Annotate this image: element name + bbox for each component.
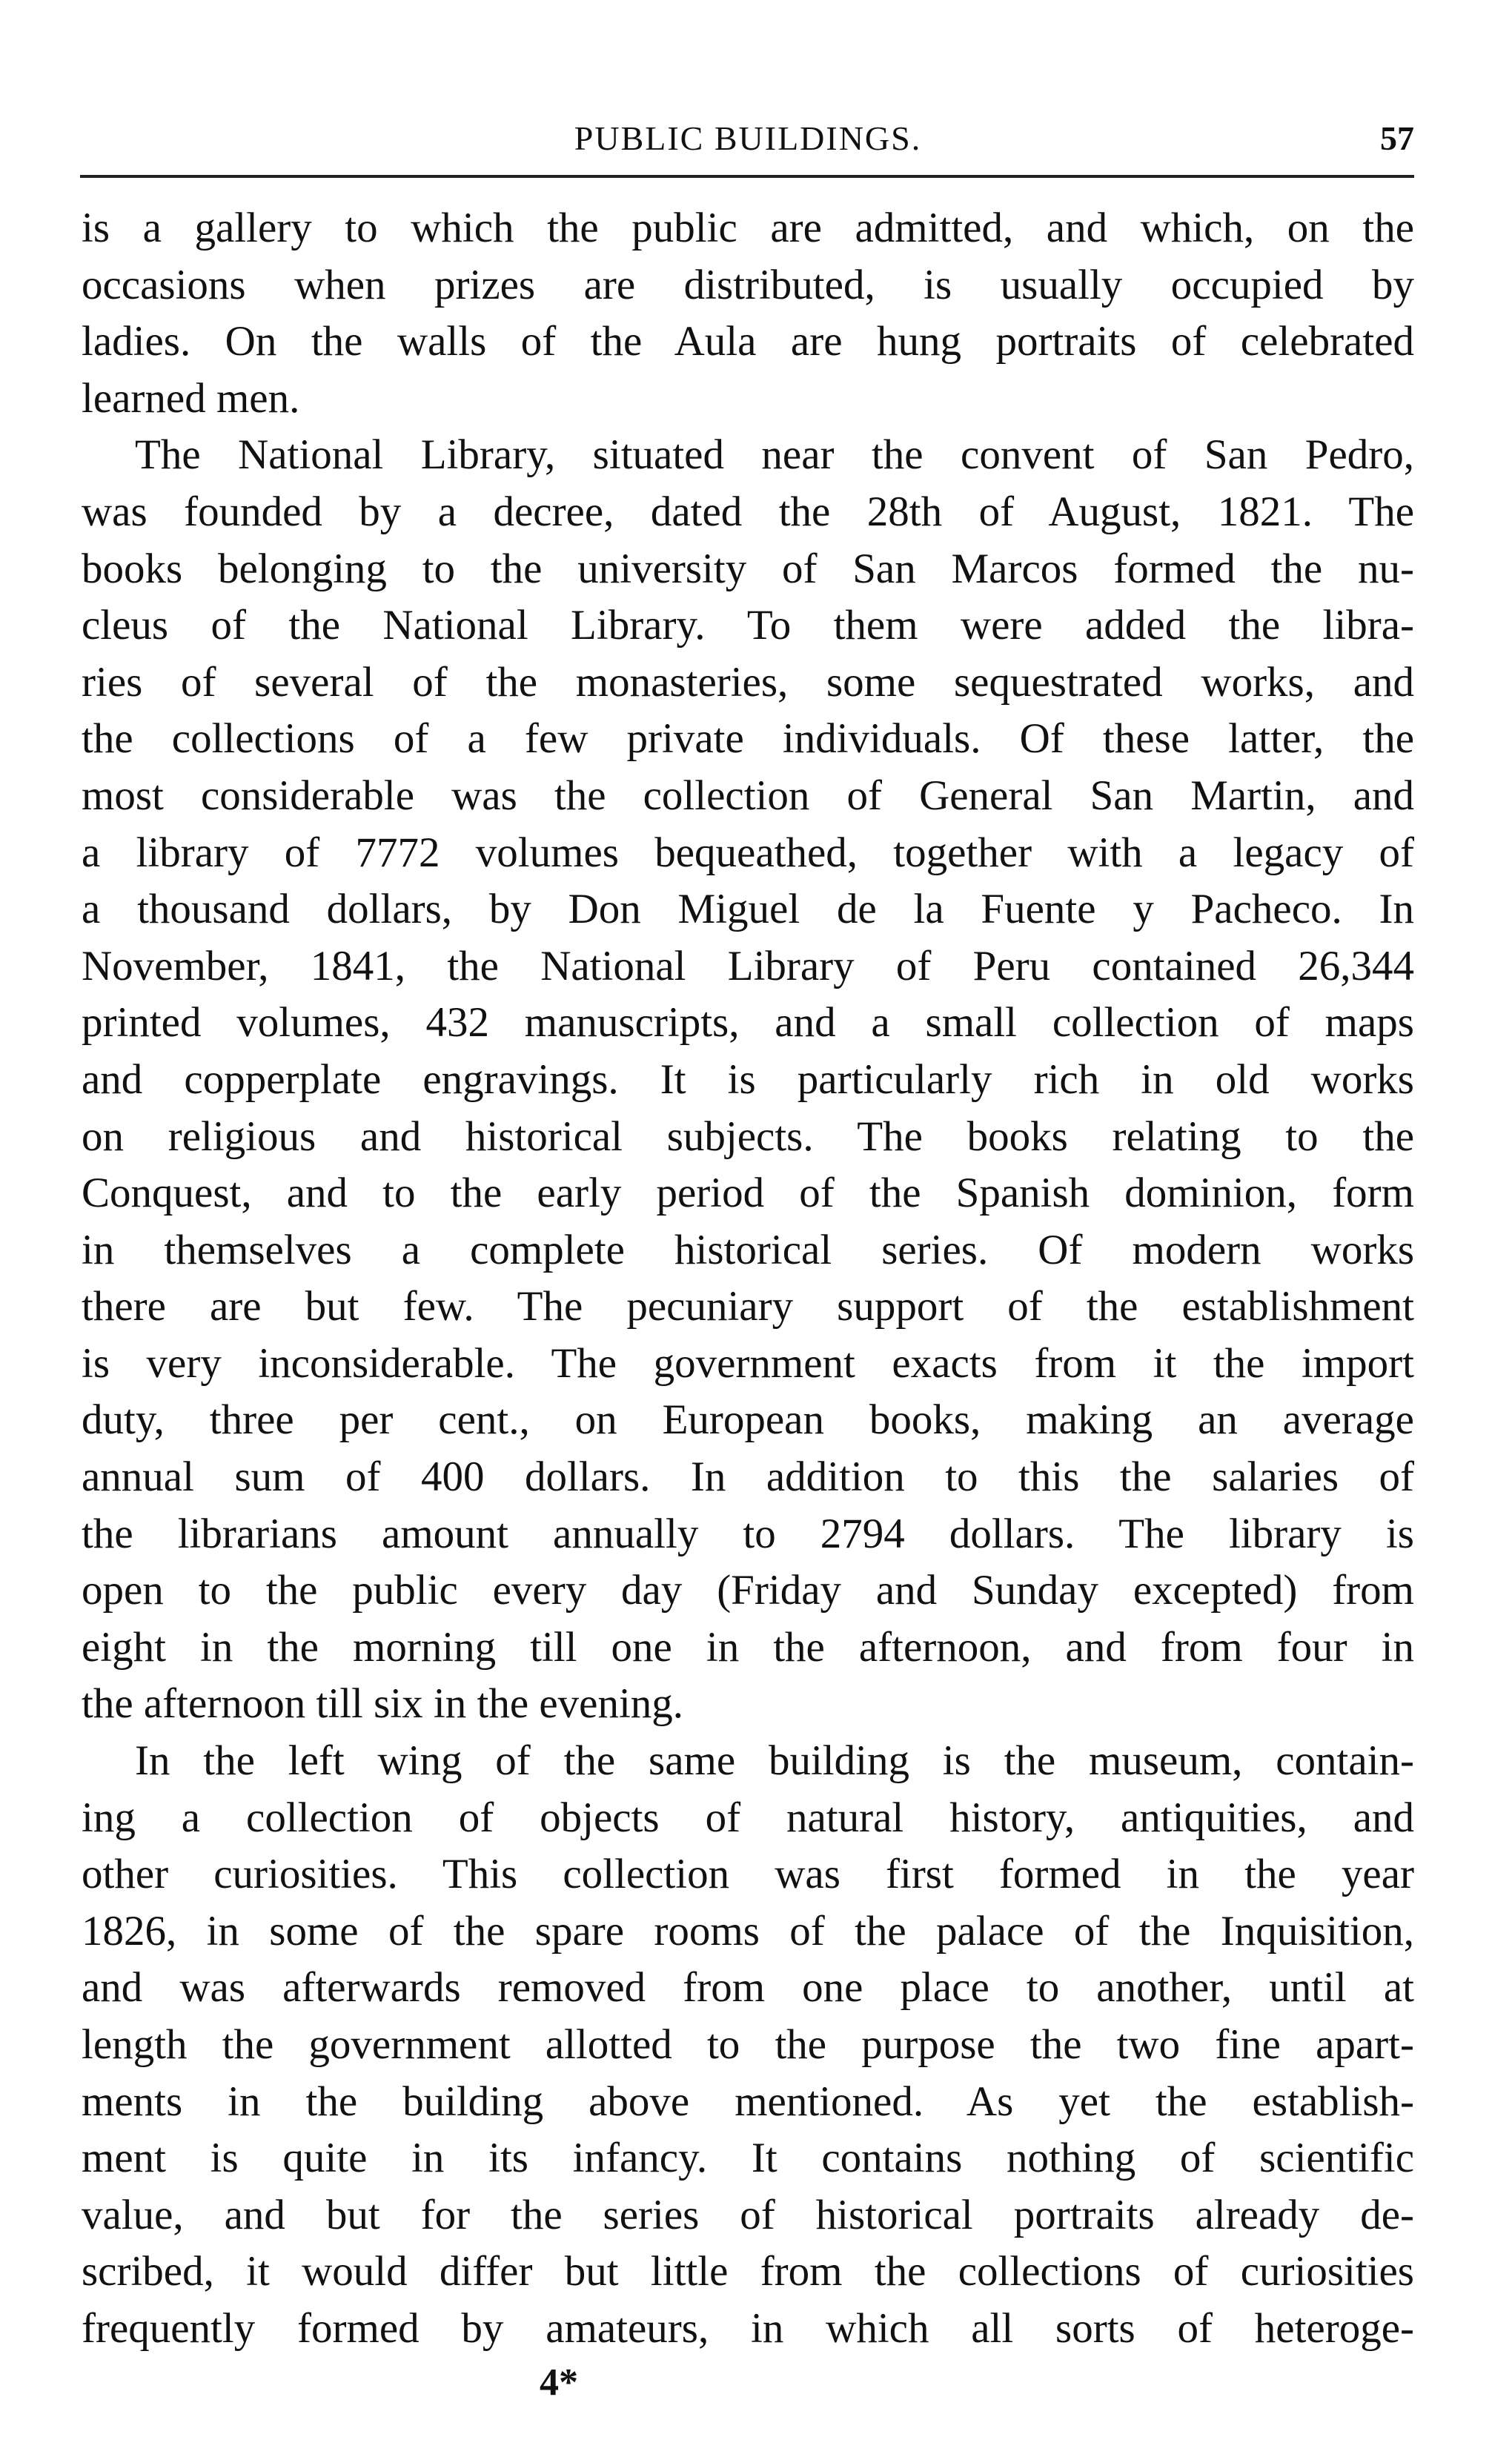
- page-number: 57: [1380, 119, 1414, 157]
- text-line: annual sum of 400 dollars. In addition to this the salaries of: [82, 1453, 1414, 1501]
- paragraph: [82, 200, 1414, 427]
- text-line: Conquest, and to the early period of the Spanish dominion, form: [82, 1170, 1414, 1217]
- paragraph: [82, 1733, 1414, 2358]
- page-header: [82, 119, 1414, 163]
- text-line: printed volumes, 432 manuscripts, and a small collection of maps: [82, 999, 1414, 1047]
- text-line: In the left wing of the same building is the museum, contain-: [135, 1737, 1414, 1785]
- text-line: and copperplate engravings. It is particularly rich in old works: [82, 1055, 1414, 1103]
- text-line: is very inconsiderable. The government exacts from it the import: [82, 1339, 1414, 1387]
- text-line: The National Library, situated near the convent of San Pedro,: [135, 431, 1414, 479]
- text-line: is a gallery to which the public are admitted, and which, on the: [82, 205, 1414, 251]
- text-line: ment is quite in its infancy. It contains nothing of scientific: [82, 2135, 1414, 2182]
- text-line: ing a collection of objects of natural history, antiquities, and: [82, 1794, 1414, 1841]
- text-line: ladies. On the walls of the Aula are hung portraits of celebrated: [82, 318, 1414, 365]
- text-line: in themselves a complete historical series. Of modern works: [82, 1226, 1414, 1273]
- text-line: open to the public every day (Friday and Sunday excepted) from: [82, 1567, 1414, 1614]
- text-line: the collections of a few private individuals. Of these latter, the: [82, 715, 1414, 763]
- text-line: a thousand dollars, by Don Miguel de la Fuente y Pacheco. In: [82, 886, 1414, 933]
- text-line: cleus of the National Library. To them were added the libra-: [82, 602, 1414, 649]
- header-rule: [80, 175, 1414, 178]
- text-line: was founded by a decree, dated the 28th of August, 1821. The: [82, 488, 1414, 535]
- text-line: eight in the morning till one in the afternoon, and from four in: [82, 1623, 1414, 1671]
- text-line: the librarians amount annually to 2794 dollars. The library is: [82, 1510, 1414, 1557]
- signature-mark: 4*: [540, 2361, 578, 2404]
- text-line: the afternoon till six in the evening.: [82, 1680, 684, 1728]
- running-title: PUBLIC BUILDINGS.: [574, 119, 922, 157]
- text-line: ries of several of the monasteries, some sequestrated works, and: [82, 658, 1414, 706]
- text-line: most considerable was the collection of General San Martin, and: [82, 772, 1414, 819]
- body-text: [82, 200, 1414, 2358]
- text-line: books belonging to the university of San Marcos formed the nu-: [82, 545, 1414, 592]
- text-line: ments in the building above mentioned. As yet the establish-: [82, 2078, 1414, 2125]
- text-line: on religious and historical subjects. The books relating to the: [82, 1113, 1414, 1160]
- text-line: there are but few. The pecuniary support of the establishment: [82, 1283, 1414, 1330]
- text-line: learned men.: [82, 374, 300, 422]
- text-line: 1826, in some of the spare rooms of the palace of the Inquisition,: [82, 1907, 1414, 1954]
- text-line: duty, three per cent., on European books, making an average: [82, 1396, 1414, 1444]
- text-line: and was afterwards removed from one place to another, until at: [82, 1964, 1414, 2012]
- text-line: frequently formed by amateurs, in which all sorts of heteroge-: [82, 2304, 1414, 2352]
- text-line: occasions when prizes are distributed, is usually occupied by: [82, 261, 1414, 308]
- text-line: November, 1841, the National Library of Peru contained 26,344: [82, 942, 1414, 989]
- text-line: value, and but for the series of historical portraits already de-: [82, 2191, 1414, 2238]
- text-line: a library of 7772 volumes bequeathed, together with a legacy of: [82, 829, 1414, 876]
- text-line: other curiosities. This collection was first formed in the year: [82, 1851, 1414, 1898]
- text-line: length the government allotted to the purpose the two fine apart-: [82, 2021, 1414, 2068]
- text-line: scribed, it would differ but little from the collections of curiosities: [82, 2248, 1414, 2295]
- paragraph: [82, 427, 1414, 1733]
